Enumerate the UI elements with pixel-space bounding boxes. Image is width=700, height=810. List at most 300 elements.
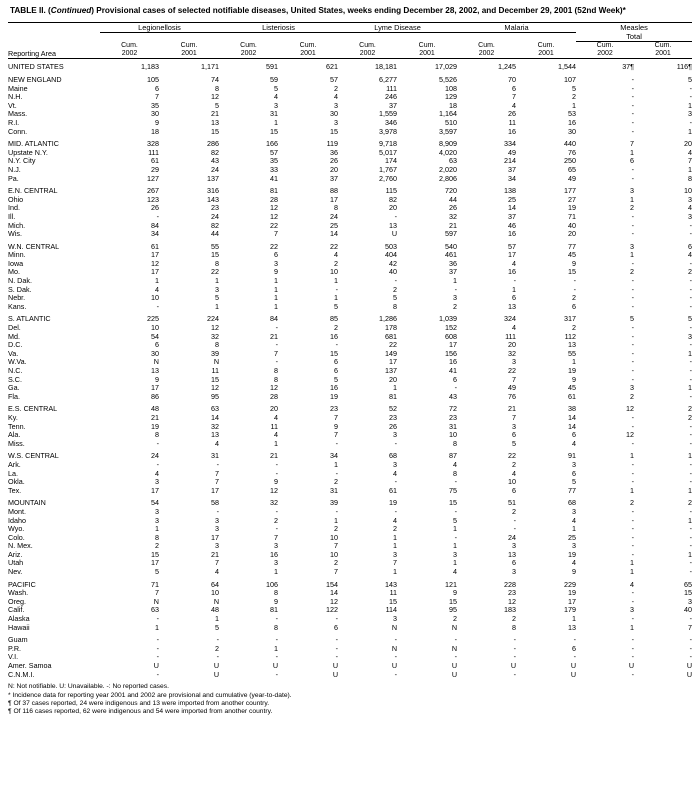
row-value: 21 bbox=[449, 220, 458, 230]
row-value: 3 bbox=[453, 549, 458, 559]
row-area-label: E.N. CENTRAL bbox=[8, 186, 58, 196]
row-value: 51 bbox=[508, 498, 517, 508]
row-value: 461 bbox=[445, 250, 458, 260]
row-value: 26 bbox=[508, 109, 517, 119]
row-value: 10 bbox=[330, 267, 339, 277]
row-area-label: La. bbox=[8, 468, 18, 478]
header-sub-row bbox=[8, 42, 692, 51]
table-row bbox=[8, 110, 692, 119]
row-value: 11 bbox=[211, 366, 220, 375]
row-value: 19 bbox=[389, 498, 398, 508]
row-value: 17 bbox=[211, 485, 220, 495]
table-row bbox=[8, 589, 692, 598]
table-row bbox=[8, 401, 692, 414]
row-value: 440 bbox=[564, 139, 577, 149]
row-area-label: S. ATLANTIC bbox=[8, 314, 51, 324]
row-value: 31 bbox=[449, 421, 458, 431]
row-value: - bbox=[689, 532, 693, 542]
row-value: 48 bbox=[211, 605, 220, 615]
row-value: 2 bbox=[274, 515, 279, 525]
row-value: 8 bbox=[274, 588, 279, 598]
table-row bbox=[8, 85, 692, 94]
row-area-label: Okla. bbox=[8, 477, 25, 487]
row-value: 166 bbox=[266, 139, 279, 149]
row-value: 6 bbox=[572, 468, 577, 478]
table-row bbox=[8, 440, 692, 449]
row-value: 82 bbox=[389, 194, 398, 204]
row-value: - bbox=[689, 524, 693, 534]
row-value: 95 bbox=[449, 605, 458, 615]
row-value: 5 bbox=[393, 293, 398, 303]
row-value: 3 bbox=[572, 541, 577, 551]
table-row bbox=[8, 423, 692, 432]
row-value: - bbox=[631, 258, 635, 268]
row-value: 32 bbox=[449, 211, 458, 221]
row-area-label: Mich. bbox=[8, 220, 26, 230]
header-lyme-2002: 2002 bbox=[338, 50, 397, 59]
row-value: 6 bbox=[512, 83, 517, 93]
row-value: - bbox=[689, 229, 693, 239]
row-value: 1,164 bbox=[439, 109, 458, 119]
row-value: 137 bbox=[385, 366, 398, 375]
row-value: 43 bbox=[449, 391, 458, 401]
row-area-label: Tex. bbox=[8, 485, 22, 495]
header-lyme-cum-label-2: Cum. bbox=[418, 42, 436, 49]
row-value: - bbox=[275, 506, 279, 516]
row-area-label: Maine bbox=[8, 83, 28, 93]
row-value: 23 bbox=[330, 404, 339, 414]
row-value: 4 bbox=[688, 203, 693, 213]
row-value: - bbox=[275, 323, 279, 333]
row-value: 681 bbox=[385, 331, 398, 341]
row-value: 2 bbox=[572, 323, 577, 333]
row-value: 8,909 bbox=[439, 139, 458, 149]
row-value: N bbox=[213, 596, 220, 606]
row-value: 22 bbox=[389, 340, 398, 350]
row-value: - bbox=[156, 643, 159, 653]
row-value: 10 bbox=[151, 293, 159, 303]
row-value: 2 bbox=[334, 323, 339, 333]
title-continued: Continued bbox=[50, 6, 92, 15]
row-value: 6 bbox=[512, 485, 517, 495]
row-value: 12 bbox=[270, 203, 279, 213]
row-value: 17 bbox=[330, 194, 339, 204]
row-value: 7 bbox=[274, 532, 279, 542]
row-value: 7 bbox=[512, 412, 517, 422]
row-value: U bbox=[213, 661, 220, 670]
row-value: - bbox=[631, 164, 635, 174]
row-value: 17 bbox=[151, 250, 159, 260]
row-value: 1 bbox=[572, 524, 577, 534]
row-value: 4 bbox=[630, 579, 635, 589]
row-value: - bbox=[631, 323, 635, 333]
row-value: - bbox=[156, 211, 159, 221]
row-value: 4 bbox=[688, 147, 693, 157]
row-value: 9 bbox=[274, 267, 279, 277]
row-value: 75 bbox=[449, 485, 458, 495]
row-value: 30 bbox=[151, 348, 159, 358]
row-value: - bbox=[275, 614, 279, 624]
row-value: 63 bbox=[151, 605, 159, 615]
row-value: 12 bbox=[270, 383, 279, 393]
row-area-label: Oreg. bbox=[8, 596, 26, 606]
row-value: 15 bbox=[684, 588, 693, 598]
row-value: - bbox=[631, 117, 635, 127]
row-area-label: Upstate N.Y. bbox=[8, 147, 48, 157]
row-value: - bbox=[689, 323, 693, 333]
table-row bbox=[8, 431, 692, 440]
row-value: - bbox=[454, 284, 458, 294]
row-value: 86 bbox=[151, 391, 159, 401]
row-value: 33 bbox=[270, 164, 279, 174]
row-value: 20 bbox=[508, 340, 517, 350]
row-value: 12 bbox=[211, 323, 220, 333]
row-area-label: Utah bbox=[8, 558, 24, 568]
row-value: 1,767 bbox=[379, 164, 398, 174]
row-value: 20 bbox=[568, 229, 577, 239]
row-value: U bbox=[451, 669, 458, 679]
row-value: - bbox=[689, 635, 693, 645]
row-value: - bbox=[631, 614, 635, 624]
row-value: 1,171 bbox=[201, 62, 220, 72]
row-value: 143 bbox=[385, 579, 398, 589]
row-value: 2 bbox=[334, 477, 339, 487]
row-value: U bbox=[213, 669, 220, 679]
row-area-label: Mont. bbox=[8, 506, 26, 516]
row-value: 20 bbox=[684, 139, 693, 149]
row-value: 3 bbox=[393, 459, 398, 469]
row-value: 11 bbox=[270, 421, 279, 431]
row-value: 7 bbox=[334, 430, 339, 440]
row-value: N bbox=[391, 643, 398, 653]
header-blank-2 bbox=[100, 32, 576, 42]
row-area-label: P.R. bbox=[8, 643, 22, 653]
row-value: 22 bbox=[508, 366, 517, 375]
table-row bbox=[8, 645, 692, 654]
row-area-label: W.N. CENTRAL bbox=[8, 241, 60, 251]
row-value: 14 bbox=[568, 412, 577, 422]
row-value: 3 bbox=[393, 430, 398, 440]
row-value: - bbox=[454, 383, 458, 393]
table-row bbox=[8, 414, 692, 423]
row-value: - bbox=[631, 374, 635, 384]
table-row bbox=[8, 128, 692, 137]
row-value: N bbox=[391, 622, 398, 632]
row-value: 9 bbox=[453, 588, 458, 598]
row-value: 88 bbox=[330, 186, 339, 196]
table-row bbox=[8, 478, 692, 487]
row-value: 1 bbox=[688, 549, 693, 559]
row-value: 30 bbox=[568, 126, 577, 136]
row-value: 1 bbox=[688, 164, 693, 174]
row-value: 1 bbox=[688, 451, 693, 461]
row-value: 20 bbox=[330, 164, 339, 174]
row-value: 4 bbox=[688, 250, 693, 260]
row-value: 1 bbox=[393, 383, 398, 393]
row-area-label: D.C. bbox=[8, 340, 23, 350]
row-value: 1 bbox=[630, 250, 635, 260]
row-value: 45 bbox=[568, 250, 577, 260]
row-value: 6 bbox=[512, 430, 517, 440]
row-area-label: NEW ENGLAND bbox=[8, 75, 62, 84]
row-value: - bbox=[394, 438, 398, 448]
row-value: 106 bbox=[266, 579, 279, 589]
row-value: 3 bbox=[688, 211, 693, 221]
row-value: 12 bbox=[508, 596, 517, 606]
row-value: - bbox=[513, 515, 517, 525]
row-value: 21 bbox=[270, 451, 279, 461]
row-value: 6 bbox=[688, 241, 693, 251]
row-area-label: Md. bbox=[8, 331, 20, 341]
row-value: - bbox=[335, 438, 339, 448]
row-value: 7 bbox=[274, 229, 279, 239]
row-value: 4 bbox=[512, 468, 517, 478]
row-value: 225 bbox=[147, 314, 159, 324]
row-value: 49 bbox=[508, 383, 517, 393]
row-value: 18 bbox=[449, 100, 458, 110]
header-listeriosis-cum-label-2: Cum. bbox=[299, 42, 317, 49]
row-value: - bbox=[631, 220, 635, 230]
row-area-label: Wyo. bbox=[8, 524, 25, 534]
row-value: 334 bbox=[504, 139, 517, 149]
row-value: 10 bbox=[330, 532, 339, 542]
header-lyme-2001: 2001 bbox=[397, 50, 457, 59]
row-value: 4 bbox=[155, 468, 159, 478]
row-value: 23 bbox=[211, 203, 220, 213]
table-row bbox=[8, 251, 692, 260]
row-value: 17 bbox=[568, 596, 577, 606]
header-legionellosis-2001: 2001 bbox=[159, 50, 219, 59]
row-value: 152 bbox=[445, 323, 458, 333]
row-value: 10 bbox=[330, 549, 339, 559]
row-value: 19 bbox=[568, 549, 577, 559]
row-value: 68 bbox=[389, 451, 398, 461]
row-value: 346 bbox=[385, 117, 398, 127]
row-area-label: Tenn. bbox=[8, 421, 26, 431]
table-row bbox=[8, 204, 692, 213]
row-value: 3 bbox=[274, 258, 279, 268]
row-value: 6 bbox=[572, 301, 577, 311]
row-value: 7 bbox=[688, 156, 693, 166]
row-value: - bbox=[689, 421, 693, 431]
row-value: 6 bbox=[334, 366, 339, 375]
row-area-label: N. Mex. bbox=[8, 541, 33, 551]
row-value: - bbox=[275, 652, 279, 662]
row-value: - bbox=[573, 635, 577, 645]
row-value: 9 bbox=[572, 567, 577, 577]
row-value: - bbox=[275, 340, 279, 350]
row-area-label: V.I. bbox=[8, 652, 19, 662]
table-row bbox=[8, 183, 692, 196]
row-value: 179 bbox=[564, 605, 577, 615]
row-value: - bbox=[573, 276, 577, 286]
row-value: 1 bbox=[393, 541, 398, 551]
row-value: 15 bbox=[270, 126, 279, 136]
row-value: 6 bbox=[334, 357, 339, 367]
table-row bbox=[8, 358, 692, 367]
row-value: - bbox=[631, 331, 635, 341]
row-value: 14 bbox=[330, 229, 339, 239]
table-body bbox=[8, 59, 692, 679]
table-row bbox=[8, 175, 692, 184]
row-value: 1 bbox=[453, 524, 458, 534]
table-row bbox=[8, 63, 692, 72]
table-row bbox=[8, 517, 692, 526]
table-row bbox=[8, 213, 692, 222]
row-value: N bbox=[451, 643, 458, 653]
row-value: - bbox=[156, 438, 159, 448]
table-row bbox=[8, 222, 692, 231]
header-measles-cum-label-2: Cum. bbox=[654, 42, 672, 49]
row-value: 328 bbox=[147, 139, 159, 149]
row-value: 4 bbox=[155, 284, 159, 294]
row-value: N bbox=[213, 357, 220, 367]
row-value: - bbox=[216, 652, 220, 662]
row-value: 49 bbox=[568, 173, 577, 183]
table-row bbox=[8, 350, 692, 359]
row-value: 8 bbox=[688, 173, 693, 183]
row-value: 1 bbox=[274, 117, 279, 127]
row-value: 9 bbox=[155, 374, 159, 384]
row-area-label: MOUNTAIN bbox=[8, 498, 46, 508]
row-value: 2 bbox=[688, 404, 693, 414]
table-row bbox=[8, 376, 692, 385]
row-value: 6 bbox=[155, 340, 159, 350]
row-value: 14 bbox=[568, 421, 577, 431]
row-value: 1 bbox=[688, 515, 693, 525]
row-value: 21 bbox=[151, 412, 159, 422]
row-area-label: Ohio bbox=[8, 194, 24, 204]
row-value: - bbox=[631, 412, 635, 422]
row-value: 5 bbox=[572, 477, 577, 487]
row-value: U bbox=[153, 661, 159, 670]
row-value: 720 bbox=[445, 186, 458, 196]
row-area-label: Mo. bbox=[8, 267, 20, 277]
table-row bbox=[8, 508, 692, 517]
table-row bbox=[8, 615, 692, 624]
row-value: 3 bbox=[572, 506, 577, 516]
row-value: 123 bbox=[147, 194, 159, 204]
row-value: 127 bbox=[147, 173, 159, 183]
row-value: 621 bbox=[326, 62, 339, 72]
row-value: 2 bbox=[688, 267, 693, 277]
row-value: 22 bbox=[508, 451, 517, 461]
row-value: 29 bbox=[151, 164, 159, 174]
row-value: 6 bbox=[155, 83, 159, 93]
row-value: 34 bbox=[508, 173, 517, 183]
row-value: 65 bbox=[684, 579, 693, 589]
table-row bbox=[8, 653, 692, 662]
row-value: 5 bbox=[215, 100, 220, 110]
row-value: 34 bbox=[151, 229, 159, 239]
row-area-label: Hawaii bbox=[8, 622, 30, 632]
row-value: - bbox=[335, 284, 339, 294]
row-value: 9 bbox=[334, 421, 339, 431]
row-value: 8 bbox=[334, 203, 339, 213]
row-value: 40 bbox=[568, 220, 577, 230]
row-value: 16 bbox=[449, 357, 458, 367]
row-value: 3,597 bbox=[439, 126, 458, 136]
row-value: 87 bbox=[449, 451, 458, 461]
row-value: 58 bbox=[211, 498, 220, 508]
row-value: - bbox=[631, 421, 635, 431]
row-value: 19 bbox=[568, 588, 577, 598]
row-value: 65 bbox=[568, 164, 577, 174]
row-value: 2 bbox=[453, 614, 458, 624]
row-value: 1 bbox=[688, 126, 693, 136]
row-value: - bbox=[631, 357, 635, 367]
row-value: 7 bbox=[155, 588, 159, 598]
row-value: 105 bbox=[147, 75, 159, 84]
row-value: - bbox=[631, 459, 635, 469]
row-value: 3 bbox=[215, 524, 220, 534]
row-value: 12 bbox=[626, 430, 635, 440]
row-area-label: S. Dak. bbox=[8, 284, 32, 294]
table-row bbox=[8, 525, 692, 534]
row-value: 116¶ bbox=[676, 62, 693, 72]
row-area-label: W.Va. bbox=[8, 357, 27, 367]
row-value: 22 bbox=[211, 267, 220, 277]
row-value: 24 bbox=[211, 211, 220, 221]
table-row bbox=[8, 102, 692, 111]
row-value: - bbox=[394, 506, 398, 516]
row-value: 77 bbox=[568, 241, 577, 251]
row-area-label: Kans. bbox=[8, 301, 27, 311]
row-value: 55 bbox=[211, 241, 220, 251]
row-value: 6 bbox=[453, 374, 458, 384]
row-value: 8 bbox=[512, 622, 517, 632]
row-value: 72 bbox=[449, 404, 458, 414]
row-value: - bbox=[216, 506, 220, 516]
row-value: - bbox=[689, 258, 693, 268]
row-value: U bbox=[332, 661, 339, 670]
row-value: 37 bbox=[330, 173, 339, 183]
row-value: 1 bbox=[572, 614, 577, 624]
row-value: 4,020 bbox=[439, 147, 458, 157]
row-value: 108 bbox=[445, 83, 458, 93]
row-value: 32 bbox=[508, 348, 517, 358]
row-value: 1 bbox=[155, 524, 159, 534]
row-value: 81 bbox=[389, 391, 398, 401]
row-value: 15 bbox=[330, 348, 339, 358]
row-value: 2 bbox=[334, 83, 339, 93]
row-value: - bbox=[335, 652, 339, 662]
row-value: 111 bbox=[148, 147, 159, 157]
row-value: 503 bbox=[385, 241, 398, 251]
row-area-label: Nev. bbox=[8, 567, 23, 577]
row-value: 17 bbox=[151, 267, 159, 277]
row-value: - bbox=[631, 301, 635, 311]
row-area-label: Pa. bbox=[8, 173, 19, 183]
row-area-label: E.S. CENTRAL bbox=[8, 404, 58, 414]
row-value: 12 bbox=[330, 596, 339, 606]
row-value: 6 bbox=[572, 643, 577, 653]
table-row bbox=[8, 534, 692, 543]
header-lyme-cum-label: Cum. bbox=[359, 42, 376, 49]
row-value: 14 bbox=[211, 412, 220, 422]
row-value: 154 bbox=[326, 579, 339, 589]
row-value: 2 bbox=[630, 203, 635, 213]
row-value: 1 bbox=[630, 567, 635, 577]
row-value: 3,978 bbox=[379, 126, 398, 136]
row-value: - bbox=[275, 635, 279, 645]
row-value: - bbox=[394, 669, 398, 679]
row-value: 8 bbox=[274, 622, 279, 632]
footnote-0: N: Not notifiable. U: Unavailable. -: No reported cases. bbox=[8, 683, 169, 691]
row-value: 36 bbox=[330, 147, 339, 157]
table-row bbox=[8, 311, 692, 324]
row-value: - bbox=[394, 211, 398, 221]
